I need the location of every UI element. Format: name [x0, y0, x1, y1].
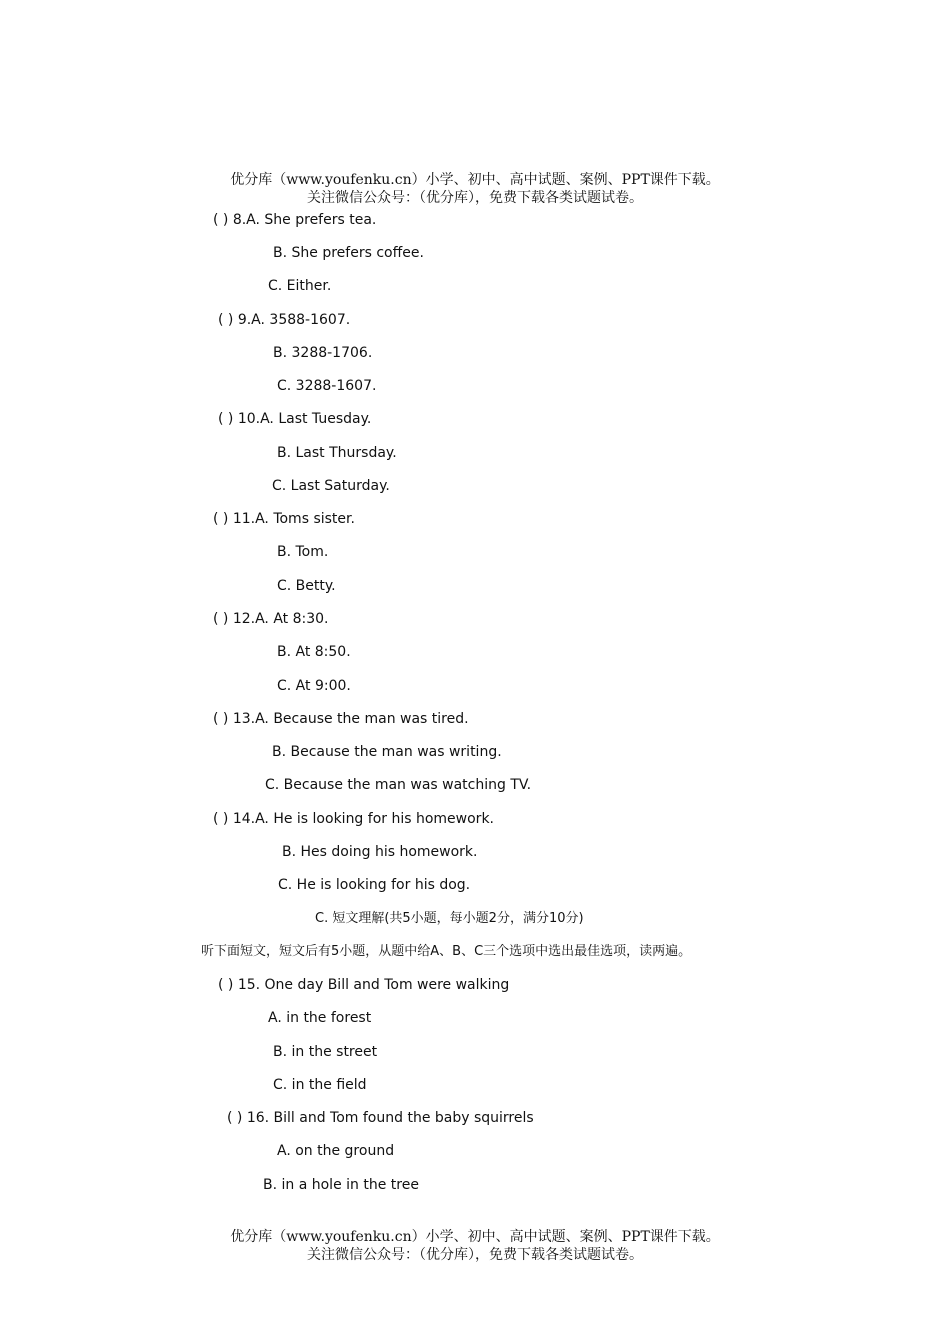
question-12-option-a: ( ) 12.A. At 8:30. — [213, 611, 329, 627]
question-14-option-b: B. Hes doing his homework. — [282, 844, 478, 860]
question-9-option-a: ( ) 9.A. 3588-1607. — [218, 312, 351, 328]
question-10-option-c: C. Last Saturday. — [272, 478, 390, 494]
question-11-option-c: C. Betty. — [277, 578, 336, 594]
question-16-stem: ( ) 16. Bill and Tom found the baby squirrels — [227, 1110, 534, 1126]
footer-line-2: 关注微信公众号：（优分库），免费下载各类试题试卷。 — [307, 1247, 643, 1263]
question-16-option-b: B. in a hole in the tree — [263, 1177, 419, 1193]
question-9-option-c: C. 3288-1607. — [277, 378, 377, 394]
question-14-option-c: C. He is looking for his dog. — [278, 877, 471, 893]
question-10-option-b: B. Last Thursday. — [277, 445, 397, 461]
question-15-option-b: B. in the street — [273, 1044, 378, 1060]
header-line-2: 关注微信公众号：（优分库），免费下载各类试题试卷。 — [307, 190, 643, 206]
question-13-option-a: ( ) 13.A. Because the man was tired. — [213, 711, 469, 727]
question-8-option-b: B. She prefers coffee. — [273, 245, 424, 261]
question-13-option-b: B. Because the man was writing. — [272, 744, 502, 760]
question-15-option-a: A. in the forest — [268, 1010, 372, 1026]
footer-line-1: 优分库（www.youfenku.cn）小学、初中、高中试题、案例、PPT课件下载。 — [230, 1229, 720, 1245]
question-8-option-c: C. Either. — [268, 278, 332, 294]
question-16-option-a: A. on the ground — [277, 1143, 395, 1159]
question-11-option-a: ( ) 11.A. Toms sister. — [213, 511, 355, 527]
question-12-option-c: C. At 9:00. — [277, 678, 351, 694]
question-11-option-b: B. Tom. — [277, 544, 329, 560]
question-8-option-a: ( ) 8.A. She prefers tea. — [213, 212, 377, 228]
page-header — [0, 171, 950, 207]
question-9-option-b: B. 3288-1706. — [273, 345, 373, 361]
question-15-option-c: C. in the field — [273, 1077, 367, 1093]
question-14-option-a: ( ) 14.A. He is looking for his homework. — [213, 811, 494, 827]
section-instructions: 听下面短文，短文后有5小题，从题中给A、B、C三个选项中选出最佳选项，读两遍。 — [201, 944, 692, 959]
header-line-1: 优分库（www.youfenku.cn）小学、初中、高中试题、案例、PPT课件下载。 — [230, 172, 720, 188]
question-13-option-c: C. Because the man was watching TV. — [265, 777, 532, 793]
question-10-option-a: ( ) 10.A. Last Tuesday. — [218, 411, 372, 427]
question-15-stem: ( ) 15. One day Bill and Tom were walking — [218, 977, 510, 993]
page-footer — [0, 1228, 950, 1264]
question-12-option-b: B. At 8:50. — [277, 644, 351, 660]
section-heading: C. 短文理解(共5小题，每小题2分，满分10分) — [315, 911, 584, 926]
